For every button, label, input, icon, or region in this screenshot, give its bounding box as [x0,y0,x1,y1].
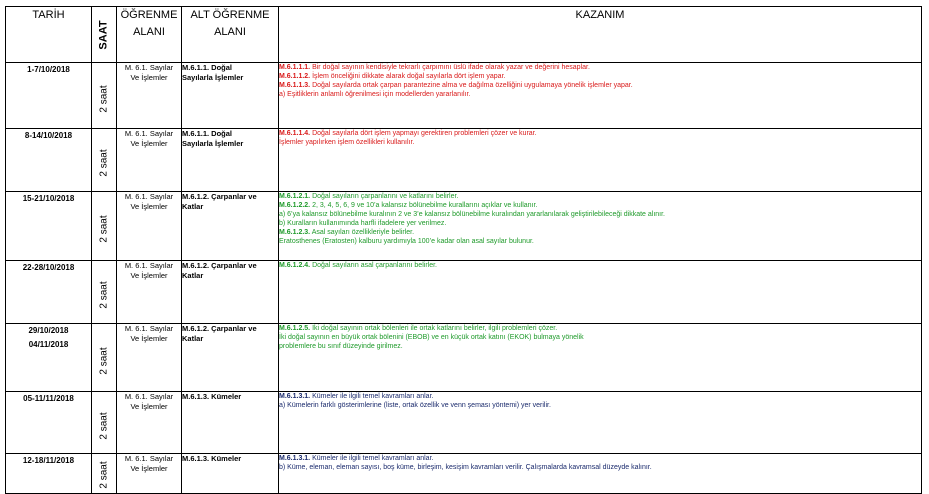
kazanim-text: İki doğal sayının ortak bölenleri ile ortak katlarını belirler, ilgili problemleri çözer. [310,325,558,332]
kazanim-code: M.6.1.1.1. [279,64,311,71]
kazanim-code: M.6.1.2.2. [279,202,311,209]
saat-cell [92,261,117,324]
date-text: 29/10/2018 [28,326,69,335]
alt-ogrenme-alani-text: M.6.1.1. Doğal [182,129,233,138]
kazanim-line [279,454,921,463]
ogrenme-alani-text: Ve İşlemler [130,334,168,343]
table-row [6,192,922,261]
kazanim-line [279,261,921,270]
kazanim-text: Kümeler ile ilgili temel kavramları anlar. [310,455,434,462]
ogrenme-alani-cell [117,454,182,494]
date-text: 05-11/11/2018 [23,394,74,403]
header-kazanim: KAZANIM [279,7,922,63]
alt-ogrenme-alani-text: M.6.1.2. Çarpanlar ve [182,261,257,270]
ogrenme-alani-text: M. 6.1. Sayılar [124,454,174,463]
date-text: 8-14/10/2018 [24,131,73,140]
date-text: 12-18/11/2018 [22,456,75,465]
header-alt-line-1: ALT ÖĞRENME [190,9,270,21]
kazanim-cell [279,129,922,192]
table-row [6,129,922,192]
date-text: 04/11/2018 [28,340,69,349]
kazanim-cell [279,63,922,129]
kazanim-text: Doğal sayıların asal çarpanlarını belirler. [310,262,437,269]
alt-ogrenme-alani-text: Sayılarla İşlemler [182,73,244,82]
ogrenme-alani-text: M. 6.1. Sayılar [124,129,174,138]
alt-ogrenme-alani-text: M.6.1.3. Kümeler [182,392,242,401]
alt-ogrenme-alani-cell [182,192,279,261]
alt-ogrenme-alani-cell [182,454,279,494]
kazanim-line [279,81,921,90]
date-cell [6,63,92,129]
saat-cell [92,129,117,192]
ogrenme-alani-text: M. 6.1. Sayılar [124,324,174,333]
kazanim-code: M.6.1.2.3. [279,229,311,236]
ogrenme-alani-cell [117,324,182,392]
saat-text: 2 saat [98,461,110,490]
date-text: 1-7/10/2018 [27,65,70,74]
kazanim-code: M.6.1.2.1. [279,193,311,200]
ogrenme-alani-cell [117,192,182,261]
kazanim-code: M.6.1.3.1. [279,455,311,462]
ogrenme-alani-cell [117,63,182,129]
kazanim-text: Doğal sayıların çarpanlarını ve katlarını belirler. [310,193,459,200]
kazanim-text: Eratosthenes (Eratosten) kalburu yardımıyla 100’e kadar olan asal sayılar bulunur. [279,238,534,245]
saat-text: 2 saat [98,411,110,440]
date-text: 15-21/10/2018 [22,194,75,203]
kazanim-text: a) 6’ya kalansız bölünebilme kuralının 2 ve 3’e kalansız bölünebilme kuralından yararlanılarak geliştirilebileceği dikkate alınır. [279,211,665,218]
header-row [6,7,922,63]
date-cell [6,261,92,324]
kazanim-text: Kümeler ile ilgili temel kavramları anlar. [310,393,434,400]
alt-ogrenme-alani-cell [182,129,279,192]
kazanim-code: M.6.1.3.1. [279,393,311,400]
kazanim-text: Doğal sayılarla dört işlem yapmayı gerektiren problemleri çözer ve kurar. [310,130,537,137]
saat-cell [92,454,117,494]
kazanim-line [279,342,921,351]
kazanim-line [279,63,921,72]
date-cell [6,454,92,494]
saat-text: 2 saat [98,85,110,113]
saat-text: 2 saat [98,215,110,244]
saat-text: 2 saat [98,347,110,375]
table-row [6,324,922,392]
alt-ogrenme-alani-cell [182,324,279,392]
alt-ogrenme-alani-text: Katlar [182,202,204,211]
alt-ogrenme-alani-cell [182,261,279,324]
kazanim-text: İşlemler yapılırken işlem özellikleri kullanılır. [279,139,415,146]
saat-cell [92,392,117,454]
alt-ogrenme-alani-cell [182,392,279,454]
alt-ogrenme-alani-text: M.6.1.1. Doğal [182,63,233,72]
header-saat [92,7,117,63]
kazanim-line [279,401,921,410]
kazanim-code: M.6.1.1.3. [279,82,311,89]
kazanim-line [279,192,921,201]
date-text: 22-28/10/2018 [22,263,75,272]
alt-ogrenme-alani-text: Sayılarla İşlemler [182,139,244,148]
kazanim-line [279,333,921,342]
ogrenme-alani-cell [117,129,182,192]
ogrenme-alani-text: Ve İşlemler [130,202,168,211]
plan-body [6,63,922,494]
header-ogrenme-alani [117,7,182,63]
kazanim-line [279,324,921,333]
kazanim-code: M.6.1.2.4. [279,262,311,269]
table-row [6,454,922,494]
saat-cell [92,324,117,392]
kazanim-text: İki doğal sayının en büyük ortak bölenini (EBOB) ve en küçük ortak katını (EKOK) bulmaya yönelik [279,334,584,341]
alt-ogrenme-alani-text: Katlar [182,334,204,343]
kazanim-text: a) Kümelerin farklı gösterimlerine (liste, ortak özellik ve venn şeması yöntemi) yer verilir. [279,402,551,409]
kazanim-cell [279,324,922,392]
ogrenme-alani-text: Ve İşlemler [130,139,168,148]
kazanim-cell [279,192,922,261]
kazanim-text: Bir doğal sayının kendisiyle tekrarlı çarpımını üslü ifade olarak yazar ve değerini hesaplar. [310,64,590,71]
kazanim-cell [279,261,922,324]
kazanim-line [279,201,921,210]
kazanim-line [279,72,921,81]
alt-ogrenme-alani-text: M.6.1.3. Kümeler [182,454,242,463]
kazanim-cell [279,454,922,494]
kazanim-text: b) Kuralların kullanımında harfli ifadelere yer verilmez. [279,220,447,227]
header-tarih: TARİH [6,7,92,63]
table-row [6,392,922,454]
kazanim-text: Doğal sayılarda ortak çarpan parantezine alma ve dağılma özelliğini uygulamaya yönelik işlemler yapar. [310,82,633,89]
kazanim-code: M.6.1.1.4. [279,130,311,137]
header-alt-ogrenme-alani [182,7,279,63]
kazanim-line [279,90,921,99]
kazanim-line [279,463,921,472]
ogrenme-alani-text: Ve İşlemler [130,402,168,411]
alt-ogrenme-alani-cell [182,63,279,129]
saat-cell [92,63,117,129]
table-row [6,63,922,129]
saat-text: 2 saat [98,281,110,309]
date-cell [6,324,92,392]
kazanim-line [279,392,921,401]
kazanim-text: İşlem önceliğini dikkate alarak doğal sayılarla dört işlem yapar. [310,73,506,80]
ogrenme-alani-text: M. 6.1. Sayılar [124,392,174,401]
kazanim-line [279,210,921,219]
ogrenme-alani-text: M. 6.1. Sayılar [124,63,174,72]
kazanim-text: problemlere bu sınıf düzeyinde girilmez. [279,343,403,350]
ogrenme-alani-text: Ve İşlemler [130,73,168,82]
kazanim-text: Asal sayıları özellikleriyle belirler. [310,229,415,236]
ogrenme-alani-text: M. 6.1. Sayılar [124,261,174,270]
header-ogrenme-line-1: ÖĞRENME [120,9,178,21]
ogrenme-alani-text: Ve İşlemler [130,271,168,280]
saat-cell [92,192,117,261]
kazanim-line [279,129,921,138]
alt-ogrenme-alani-text: M.6.1.2. Çarpanlar ve [182,192,257,201]
header-ogrenme-line-2: ALANI [133,26,165,38]
kazanim-line [279,138,921,147]
kazanim-cell [279,392,922,454]
kazanim-line [279,237,921,246]
table-row [6,261,922,324]
kazanim-code: M.6.1.1.2. [279,73,311,80]
ogrenme-alani-cell [117,392,182,454]
yearly-plan-table [5,6,922,494]
ogrenme-alani-text: Ve İşlemler [130,464,168,473]
header-alt-line-2: ALANI [214,26,246,38]
kazanim-text: a) Eşitliklerin anlamlı öğrenilmesi için modellerden yararlanılır. [279,91,471,98]
ogrenme-alani-cell [117,261,182,324]
ogrenme-alani-text: M. 6.1. Sayılar [124,192,174,201]
kazanim-code: M.6.1.2.5. [279,325,311,332]
header-saat-label: SAAT [97,19,110,50]
date-cell [6,129,92,192]
saat-text: 2 saat [98,149,110,177]
kazanim-line [279,219,921,228]
alt-ogrenme-alani-text: M.6.1.2. Çarpanlar ve [182,324,257,333]
kazanim-text: 2, 3, 4, 5, 6, 9 ve 10’a kalansız bölünebilme kurallarını açıklar ve kullanır. [310,202,538,209]
alt-ogrenme-alani-text: Katlar [182,271,204,280]
date-cell [6,392,92,454]
date-cell [6,192,92,261]
kazanim-text: b) Küme, eleman, eleman sayısı, boş küme, birleşim, kesişim kavramları verilir. Çalışmalarda kavramsal düzeyde kalınır. [279,464,652,471]
kazanim-line [279,228,921,237]
